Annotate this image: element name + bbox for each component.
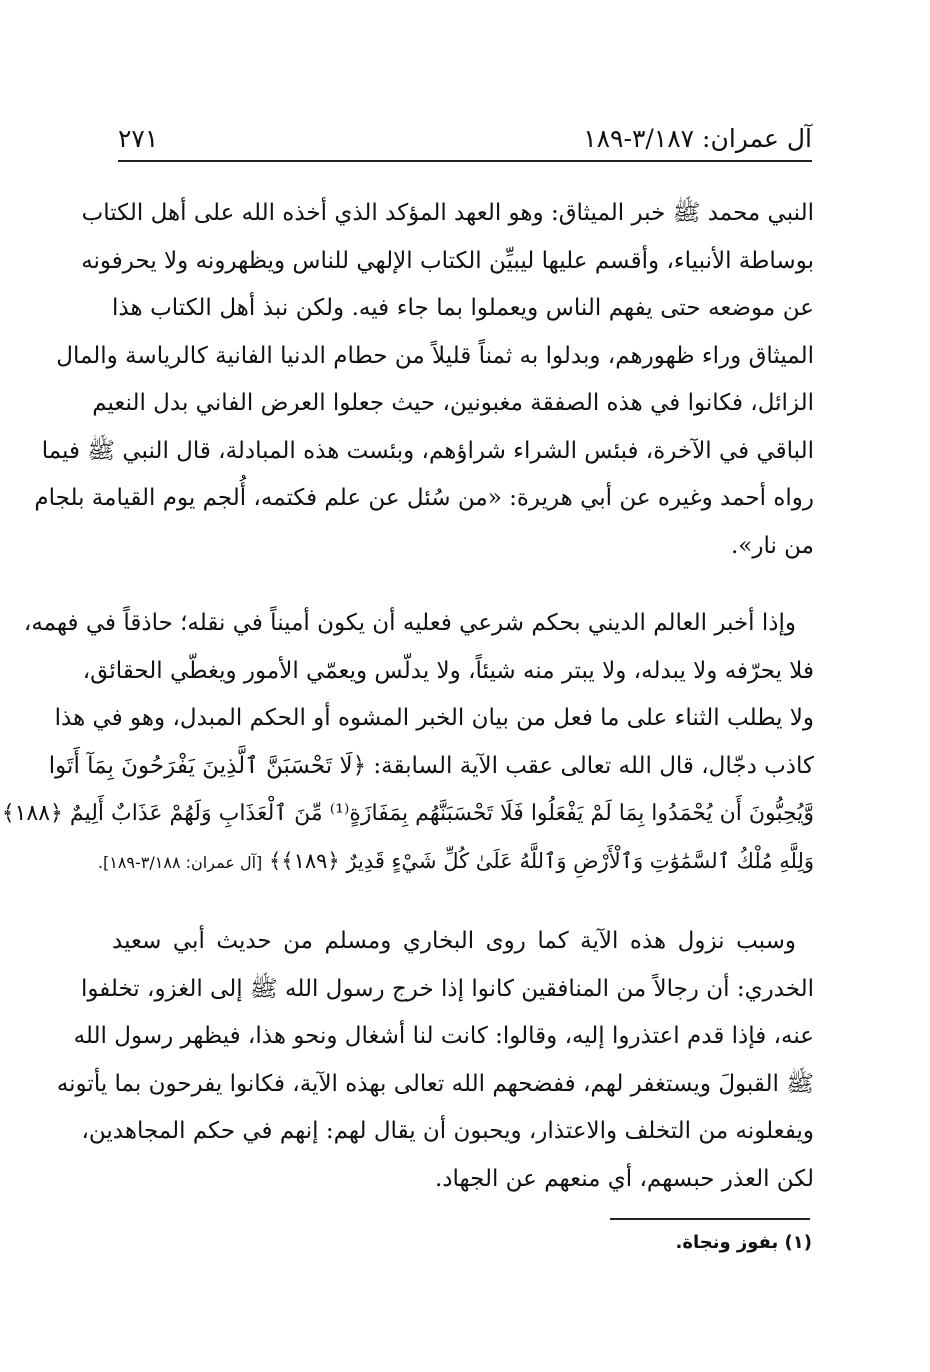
text-line: وإذا أخبر العالم الديني بحكم شرعي فعليه أن يكون أميناً في نقله؛ حاذقاً في فهمه،: [23, 610, 796, 636]
text-line: الزائل، فكانوا في هذه الصفقة مغبونين، حيث جعلوا العرض الفاني بدل النعيم: [92, 390, 814, 416]
quran-verse-line: وَّيُحِبُّونَ أَن يُحْمَدُوا بِمَا لَمْ يَفْعَلُوا فَلَا تَحْسَبَنَّهُم بِمَفَازَةٍ⁽¹⁾ مِّنَ ٱلْعَذَابِ وَلَهُمْ عَذَابٌ أَلِيمٌ ﴿١٨٨﴾: [1, 801, 814, 826]
header-divider: [118, 160, 812, 162]
text-line: عن موضعه حتى يفهم الناس ويعملوا بما جاء فيه. ولكن نبذ أهل الكتاب هذا: [112, 295, 814, 321]
footnote: (١) بفوز ونجاة.: [675, 1232, 812, 1253]
paragraph-2: [1, 600, 814, 886]
footnote-divider: [610, 1218, 810, 1220]
text-line: فلا يحرّفه ولا يبدله، ولا يبتر منه شيئاً، ولا يدلّس ويعمّي الأمور ويغطّي الحقائق،: [82, 657, 814, 684]
text-line: رواه أحمد وغيره عن أبي هريرة: «من سُئل عن علم فكتمه، أُلجم يوم القيامة بلجام: [34, 485, 814, 511]
text-line: وسبب نزول هذه الآية كما روى البخاري ومسلم من حديث أبي سعيد: [112, 928, 796, 954]
text-line: كاذب دجّال، قال الله تعالى عقب الآية السابقة: ﴿لَا تَحْسَبَنَّ ٱلَّذِينَ يَفْرَحُونَ بِمَآ أَتَوا: [48, 752, 814, 779]
text-line: من نار».: [730, 532, 814, 559]
text-line: الباقي في الآخرة، فبئس الشراء شراؤهم، وبئست هذه المبادلة، قال النبي ﷺ فيما: [41, 437, 814, 464]
text-line: ويفعلونه من التخلف والاعتذار، ويحبون أن يقال لهم: إنهم في حكم المجاهدين،: [81, 1118, 814, 1144]
text-line: النبي محمد ﷺ خبر الميثاق: وهو العهد المؤكد الذي أخذه الله على أهل الكتاب: [81, 200, 814, 226]
page-header: [118, 118, 812, 158]
paragraph-1: [34, 190, 814, 570]
text-line: الخدري: أن رجالاً من المنافقين كانوا إذا خرج رسول الله ﷺ إلى الغزو، تخلفوا: [80, 975, 814, 1002]
quran-verse-text: وَلِلَّهِ مُلْكُ ٱلسَّمَٰوَٰتِ وَٱلْأَرْضِ وَٱللَّهُ عَلَىٰ كُلِّ شَيْءٍ قَدِيرٌ ﴿١٨٩﴾﴾: [268, 848, 814, 873]
paragraph-3: [56, 918, 814, 1203]
text-line: عنه، فإذا قدم اعتذروا إليه، وقالوا: كانت لنا أشغال ونحو هذا، فيظهر رسول الله: [73, 1023, 814, 1049]
text-line: الميثاق وراء ظهورهم، وبدلوا به ثمناً قليلاً من حطام الدنيا الفانية كالرياسة والمال: [56, 342, 814, 369]
chapter-reference: آل عمران: ٣/١٨٧-١٨٩: [583, 123, 812, 153]
text-line: لكن العذر حبسهم، أي منعهم عن الجهاد.: [434, 1165, 814, 1192]
text-line: بوساطة الأنبياء، وأقسم عليها ليبيِّن الكتاب الإلهي للناس ويظهرونه ولا يحرفونه: [81, 247, 814, 274]
quran-verse-line: [97, 838, 814, 887]
text-line: ولا يطلب الثناء على ما فعل من بيان الخبر المشوه أو الحكم المبدل، وهو في هذا: [54, 705, 814, 731]
page-number: ٢٧١: [118, 123, 159, 153]
text-line: ﷺ القبولَ ويستغفر لهم، ففضحهم الله تعالى بهذه الآية، فكانوا يفرحون بما يأتونه: [56, 1070, 814, 1097]
verse-reference: [آل عمران: ٣/١٨٨-١٨٩].: [97, 852, 263, 872]
